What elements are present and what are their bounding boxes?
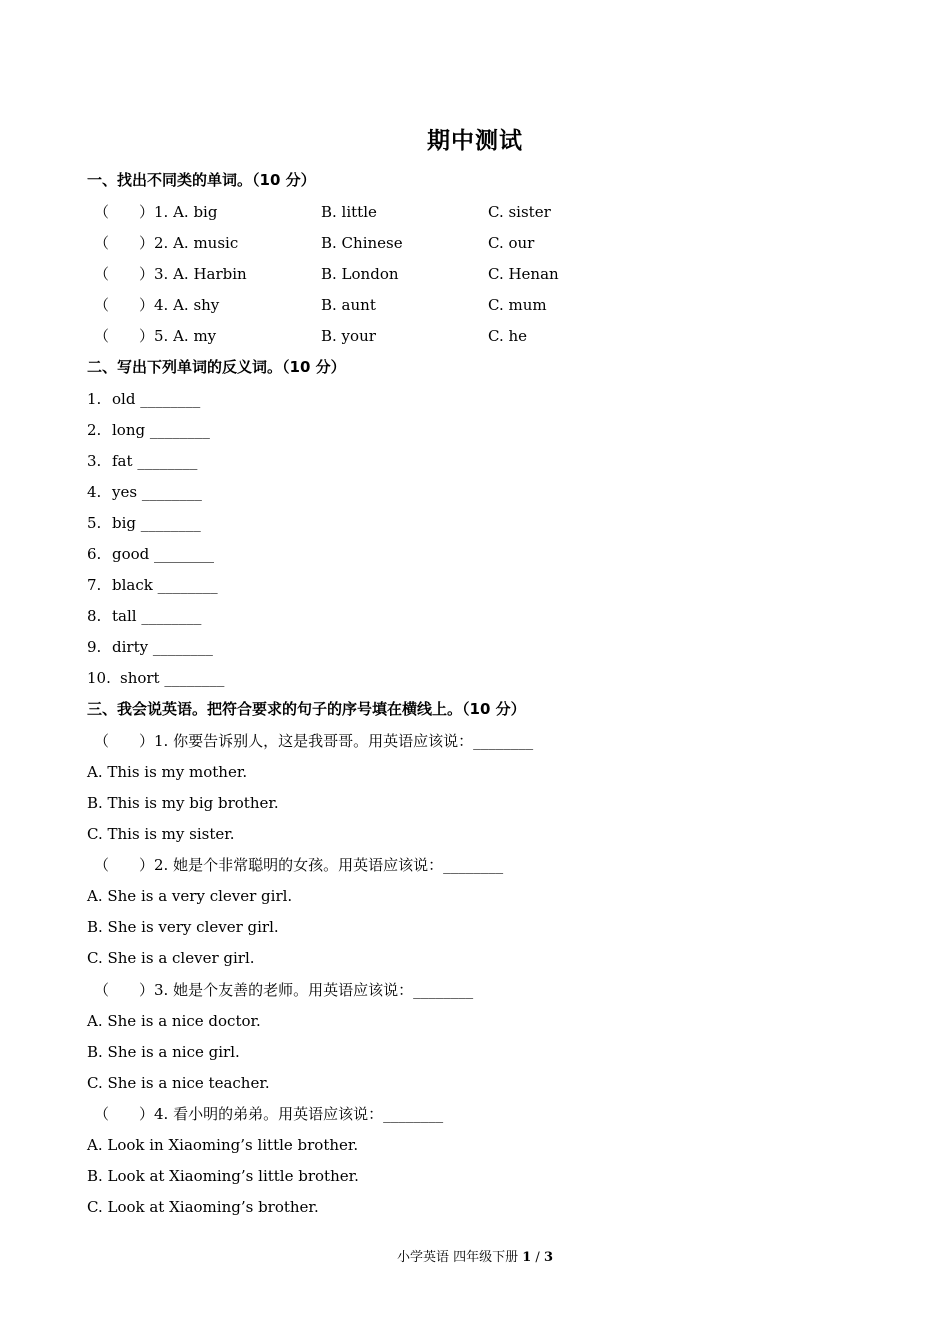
question-1-prompt: （ ）1. 你要告诉别人，这是我哥哥。用英语应该说：________ [94,732,534,750]
answer-paren: （ ） [94,234,155,252]
item-word: tall [112,607,137,625]
antonym-item-2 [87,419,210,441]
answer-paren: （ ） [94,203,155,221]
answer-blank: ________ [141,483,202,501]
antonym-item-9 [87,636,213,658]
item-word: long [112,421,146,439]
item-number: 6. [87,545,102,563]
question-2-prompt: （ ）2. 她是个非常聪明的女孩。用英语应该说：________ [94,856,504,874]
answer-blank: ________ [164,669,225,687]
answer-paren: （ ） [94,265,155,283]
question-1-option-c: C. This is my sister. [87,825,235,843]
antonym-item-6 [87,543,214,565]
page-title: 期中测试 [427,127,523,154]
antonym-item-1 [87,388,200,410]
option-a: 2. A. music [154,234,239,252]
item-number: 2. [87,421,102,439]
option-a: 3. A. Harbin [154,265,247,283]
option-c: C. sister [488,203,551,221]
question-4-option-c: C. Look at Xiaoming’s brother. [87,1198,319,1216]
antonym-item-5 [87,512,201,534]
option-b: B. London [321,265,399,283]
item-number: 4. [87,483,102,501]
item-word: yes [112,483,138,501]
item-word: short [120,669,160,687]
option-b: B. Chinese [321,234,403,252]
footer-separator: / [531,1250,544,1265]
antonym-item-4 [87,481,202,503]
question-3-option-a: A. She is a nice doctor. [87,1012,261,1030]
option-a: 4. A. shy [154,296,220,314]
item-number: 1. [87,390,102,408]
question-3-prompt: （ ）3. 她是个友善的老师。用英语应该说：________ [94,981,474,999]
antonym-item-8 [87,605,201,627]
footer-text: 小学英语 四年级下册 [396,1250,523,1265]
answer-blank: ________ [149,421,210,439]
answer-blank: ________ [152,638,213,656]
item-word: big [112,514,137,532]
question-3-option-c: C. She is a nice teacher. [87,1074,270,1092]
option-a: 5. A. my [154,327,217,345]
antonym-item-3 [87,450,197,472]
option-c: C. he [488,327,528,345]
option-b: B. your [321,327,376,345]
answer-blank: ________ [141,607,202,625]
item-word: dirty [112,638,149,656]
mc-question-1 [87,201,787,223]
question-1-option-b: B. This is my big brother. [87,794,279,812]
item-word: fat [112,452,133,470]
item-number: 3. [87,452,102,470]
mc-question-3 [87,263,787,285]
question-4-option-a: A. Look in Xiaoming’s little brother. [87,1136,359,1154]
item-word: old [112,390,136,408]
footer-page-number: 1 [522,1250,532,1265]
answer-paren: （ ） [94,327,155,345]
item-number: 7. [87,576,102,594]
section1-heading: 一、找出不同类的单词。（10 分） [87,171,316,189]
option-c: C. our [488,234,535,252]
option-b: B. aunt [321,296,376,314]
answer-blank: ________ [137,452,198,470]
answer-blank: ________ [140,514,201,532]
answer-blank: ________ [154,545,215,563]
item-word: black [112,576,153,594]
item-word: good [112,545,150,563]
answer-paren: （ ） [94,296,155,314]
question-1-option-a: A. This is my mother. [87,763,248,781]
page-footer [0,1246,950,1265]
item-number: 10. [87,669,111,687]
item-number: 9. [87,638,102,656]
answer-blank: ________ [157,576,218,594]
section2-heading: 二、写出下列单词的反义词。（10 分） [87,358,346,376]
question-2-option-b: B. She is very clever girl. [87,918,279,936]
mc-question-4 [87,294,787,316]
mc-question-5 [87,325,787,347]
question-2-option-a: A. She is a very clever girl. [87,887,293,905]
option-a: 1. A. big [154,203,218,221]
antonym-item-7 [87,574,218,596]
antonym-item-10 [87,667,224,689]
section3-heading: 三、我会说英语。把符合要求的句子的序号填在横线上。（10 分） [87,700,526,718]
question-3-option-b: B. She is a nice girl. [87,1043,240,1061]
question-4-option-b: B. Look at Xiaoming’s little brother. [87,1167,359,1185]
question-2-option-c: C. She is a clever girl. [87,949,255,967]
mc-question-2 [87,232,787,254]
option-c: C. Henan [488,265,559,283]
item-number: 5. [87,514,102,532]
question-4-prompt: （ ）4. 看小明的弟弟。用英语应该说：________ [94,1105,444,1123]
answer-blank: ________ [140,390,201,408]
item-number: 8. [87,607,102,625]
option-b: B. little [321,203,377,221]
footer-total-pages: 3 [543,1250,553,1265]
option-c: C. mum [488,296,547,314]
